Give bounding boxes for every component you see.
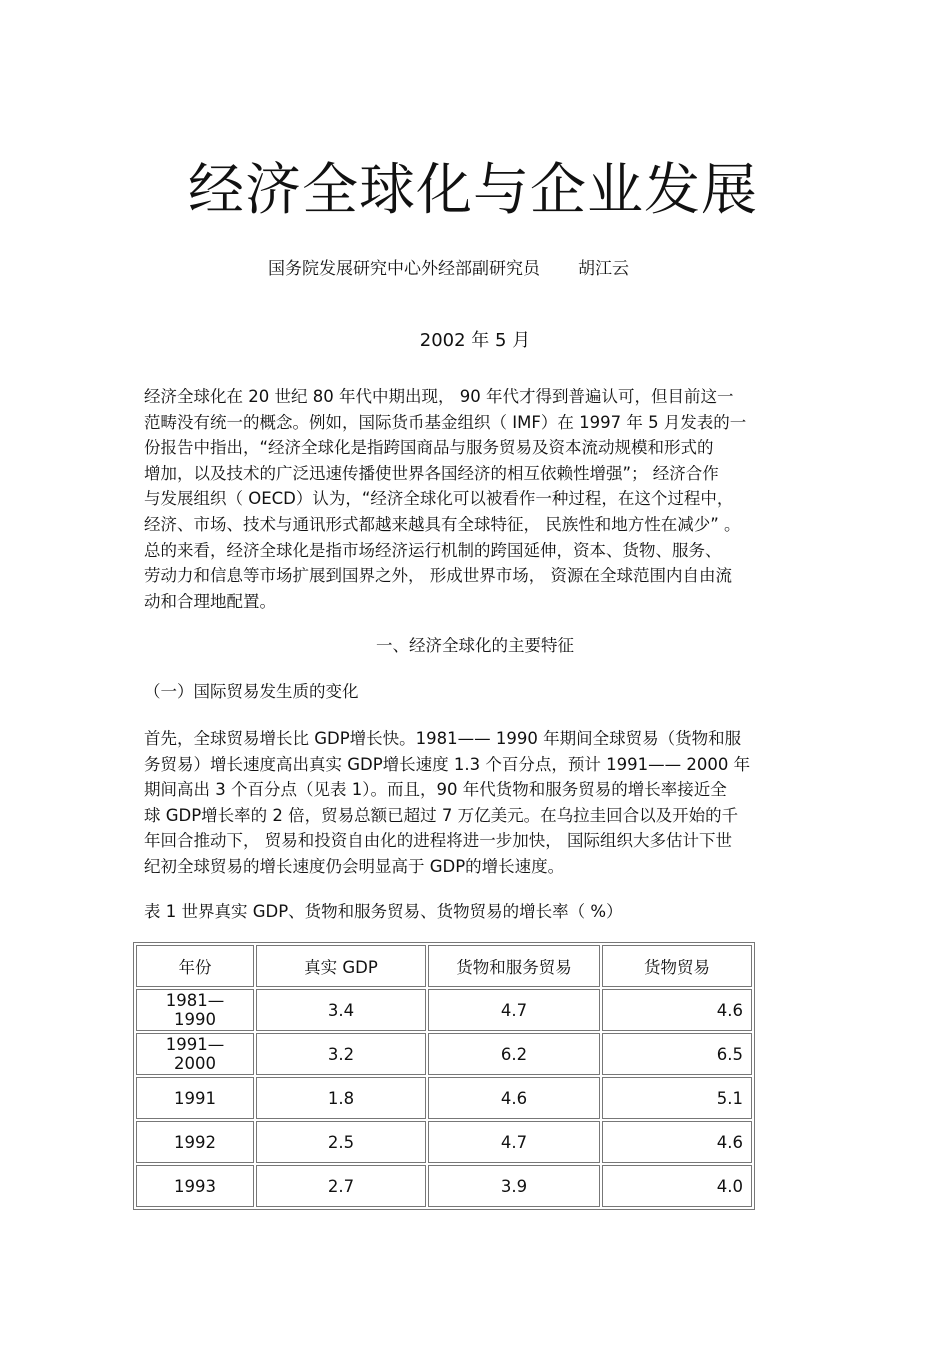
author-name: 胡江云 bbox=[578, 259, 629, 279]
paragraph-line: 务贸易）增长速度高出真实 GDP增长速度 1.3 个百分点，预计 1991—— 2000 年 bbox=[144, 754, 751, 774]
paragraph-line: 劳动力和信息等市场扩展到国界之外， 形成世界市场， 资源在全球范围内自由流 bbox=[144, 566, 732, 586]
sub-heading: （一）国际贸易发生质的变化 bbox=[144, 682, 359, 701]
paragraph-line: 经济、市场、技术与通讯形式都越来越具有全球特征， 民族性和地方性在减少” 。 bbox=[144, 514, 741, 534]
paragraph-line: 与发展组织（ OECD）认为，“经济全球化可以被看作一种过程，在这个过程中， bbox=[144, 489, 734, 509]
paragraph-line: 年回合推动下， 贸易和投资自由化的进程将进一步加快， 国际组织大多估计下世 bbox=[144, 831, 732, 851]
table-row bbox=[136, 1077, 752, 1119]
cell-goods-services-trade: 3.9 bbox=[428, 1165, 600, 1207]
cell-real-gdp: 2.7 bbox=[256, 1165, 426, 1207]
cell-goods-trade: 4.6 bbox=[602, 1121, 752, 1163]
cell-year: 1993 bbox=[136, 1165, 254, 1207]
paragraph-line: 范畴没有统一的概念。例如，国际货币基金组织（ IMF）在 1997 年 5 月发表的一 bbox=[144, 412, 747, 432]
cell-year: 1981— 1990 bbox=[136, 989, 254, 1031]
table-header-row bbox=[136, 945, 752, 987]
header-goods-trade: 货物贸易 bbox=[602, 945, 752, 987]
cell-year: 1991 bbox=[136, 1077, 254, 1119]
paragraph-line: 首先，全球贸易增长比 GDP增长快。1981—— 1990 年期间全球贸易（货物和服 bbox=[144, 729, 742, 748]
header-year: 年份 bbox=[136, 945, 254, 987]
cell-goods-trade: 5.1 bbox=[602, 1077, 752, 1119]
paragraph-line: 总的来看，经济全球化是指市场经济运行机制的跨国延伸，资本、货物、服务、 bbox=[144, 540, 722, 560]
author-affiliation: 国务院发展研究中心外经部副研究员 bbox=[268, 259, 540, 279]
intro-paragraph bbox=[144, 384, 806, 614]
cell-goods-services-trade: 4.6 bbox=[428, 1077, 600, 1119]
growth-rate-table bbox=[133, 942, 755, 1210]
cell-goods-services-trade: 4.7 bbox=[428, 1121, 600, 1163]
header-real-gdp: 真实 GDP bbox=[256, 945, 426, 987]
publication-date: 2002 年 5 月 bbox=[419, 330, 531, 351]
table-row bbox=[136, 1165, 752, 1207]
cell-goods-trade: 4.6 bbox=[602, 989, 752, 1031]
table-row bbox=[136, 1033, 752, 1075]
paragraph-line: 份报告中指出，“经济全球化是指跨国商品与服务贸易及资本流动规模和形式的 bbox=[144, 438, 714, 458]
author-line bbox=[268, 254, 629, 279]
paragraph-line: 球 GDP增长率的 2 倍，贸易总额已超过 7 万亿美元。在乌拉圭回合以及开始的千 bbox=[144, 805, 739, 825]
cell-year: 1991— 2000 bbox=[136, 1033, 254, 1075]
paragraph-line: 期间高出 3 个百分点（见表 1）。而且，90 年代货物和服务贸易的增长率接近全 bbox=[144, 780, 727, 800]
paragraph-line: 动和合理地配置。 bbox=[144, 591, 276, 611]
header-goods-services-trade: 货物和服务贸易 bbox=[428, 945, 600, 987]
paragraph-line: 纪初全球贸易的增长速度仍会明显高于 GDP的增长速度。 bbox=[144, 856, 565, 876]
cell-real-gdp: 3.4 bbox=[256, 989, 426, 1031]
cell-goods-trade: 4.0 bbox=[602, 1165, 752, 1207]
paragraph-line: 增加，以及技术的广泛迅速传播使世界各国经济的相互依赖性增强”； 经济合作 bbox=[144, 463, 719, 483]
cell-goods-services-trade: 6.2 bbox=[428, 1033, 600, 1075]
table-row bbox=[136, 1121, 752, 1163]
cell-goods-services-trade: 4.7 bbox=[428, 989, 600, 1031]
table-caption: 表 1 世界真实 GDP、货物和服务贸易、货物贸易的增长率（ %） bbox=[144, 902, 623, 921]
cell-real-gdp: 2.5 bbox=[256, 1121, 426, 1163]
cell-goods-trade: 6.5 bbox=[602, 1033, 752, 1075]
body-paragraph bbox=[144, 726, 806, 880]
document-title: 经济全球化与企业发展 bbox=[188, 158, 758, 223]
cell-year: 1992 bbox=[136, 1121, 254, 1163]
section-heading: 一、经济全球化的主要特征 bbox=[376, 636, 574, 655]
paragraph-line: 经济全球化在 20 世纪 80 年代中期出现， 90 年代才得到普遍认可，但目前这一 bbox=[144, 387, 734, 406]
cell-real-gdp: 3.2 bbox=[256, 1033, 426, 1075]
table-row bbox=[136, 989, 752, 1031]
cell-real-gdp: 1.8 bbox=[256, 1077, 426, 1119]
